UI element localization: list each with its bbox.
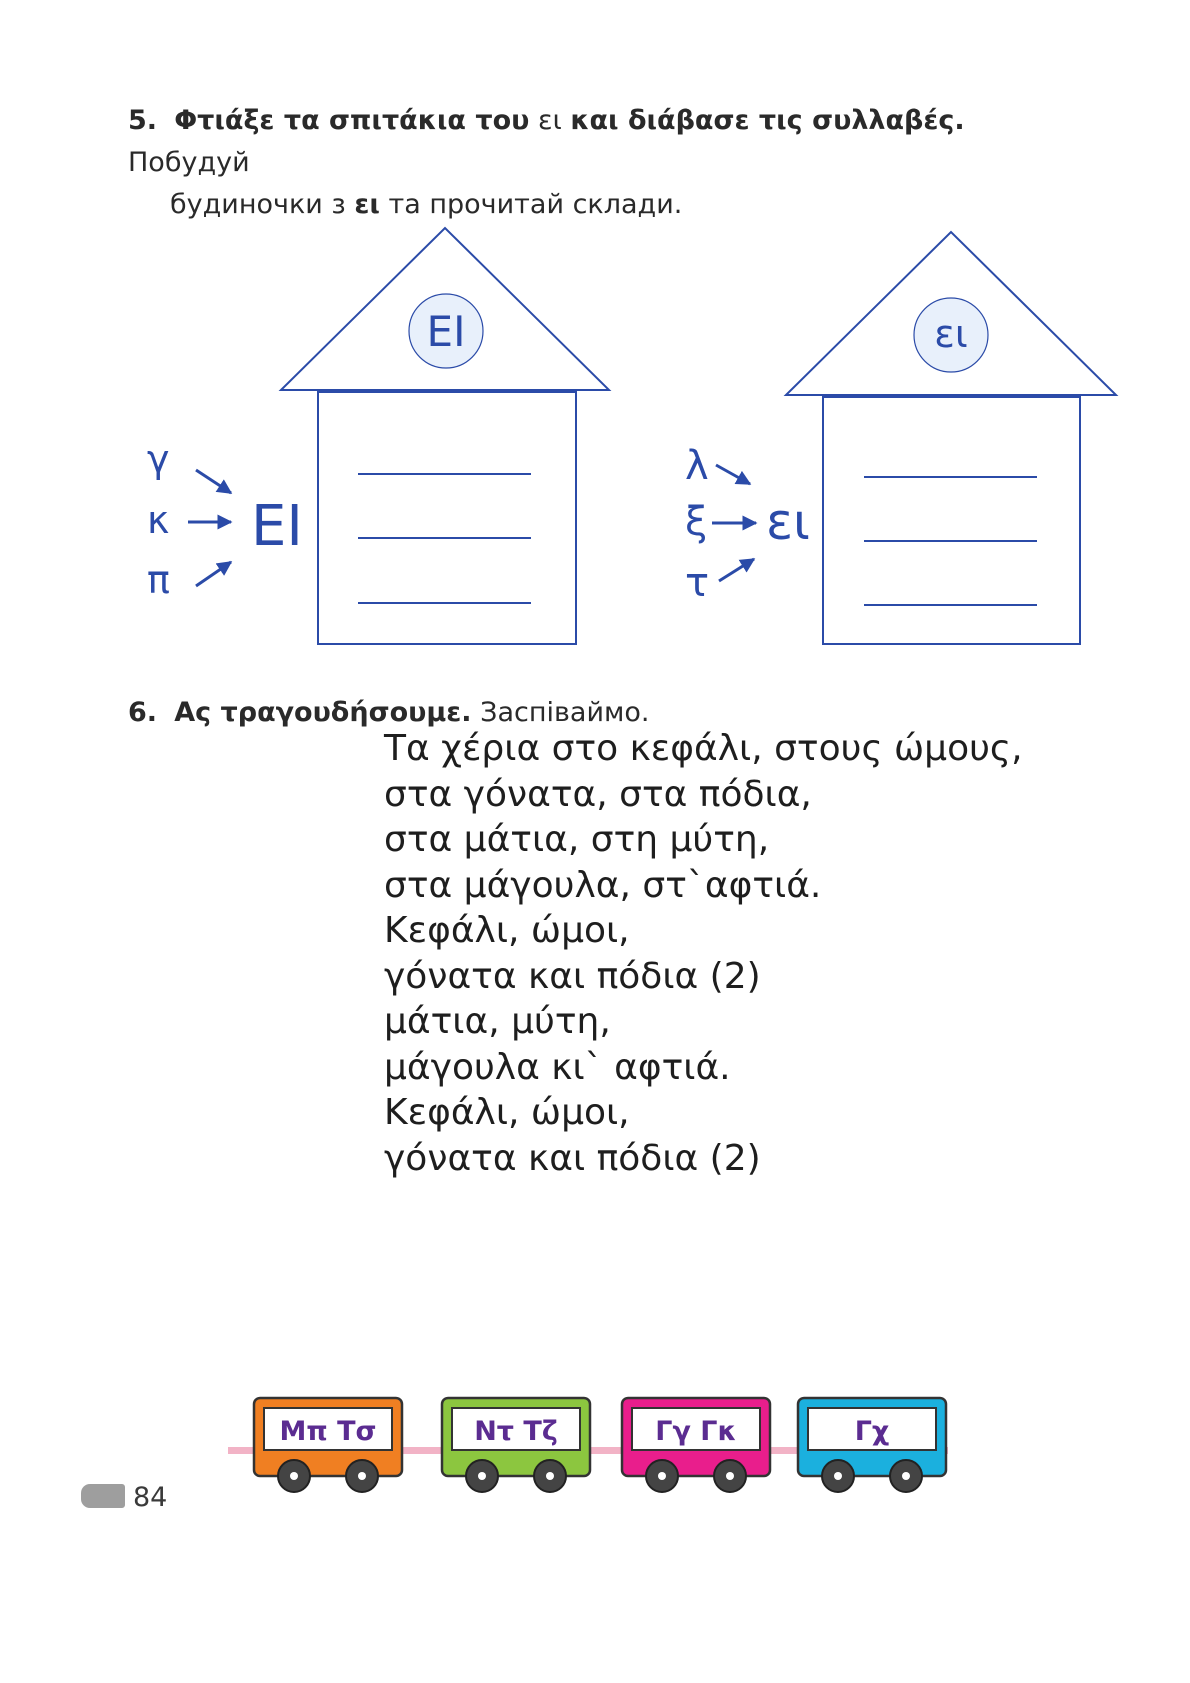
train-car [442, 1398, 590, 1492]
center-label: ΕΙ [251, 494, 303, 559]
letter-tau: τ [685, 560, 710, 606]
letter-gamma: γ [147, 437, 170, 481]
wheel-hub [546, 1472, 554, 1480]
task-number: 5. [128, 105, 158, 136]
greek-instruction-2: και διάβασε τις συλλαβές. [570, 105, 965, 136]
wheel-hub [478, 1472, 486, 1480]
train-car-label: Γχ [854, 1416, 890, 1447]
house-uppercase [147, 228, 609, 644]
wheel-hub [902, 1472, 910, 1480]
house-body [823, 397, 1080, 644]
song-line: Κεφάλι, ώμοι, [384, 910, 630, 951]
song-line: στα γόνατα, στα πόδια, [384, 773, 812, 815]
wheel-hub [658, 1472, 666, 1480]
inline-ei: ει [537, 105, 562, 136]
ukrainian-title: Заспіваймо. [480, 697, 650, 728]
song-line: Κεφάλι, ώμοι, [384, 1092, 630, 1133]
arrow-top [196, 470, 231, 493]
song-line: μάγουλα κι` αφτιά. [384, 1046, 731, 1088]
train-car [622, 1398, 770, 1492]
page-number: 84 [133, 1482, 168, 1513]
ukrainian-instruction-3: та прочитай склади. [388, 189, 683, 220]
houses-exercise [0, 0, 1190, 680]
task-number: 6. [128, 697, 158, 728]
song-line: Τα χέρια στο κεφάλι, στους ώμους, [384, 728, 1023, 769]
arrow-bottom [196, 562, 231, 586]
bold-ei: ει [354, 189, 380, 220]
train-car-label: Γγ Γκ [655, 1416, 737, 1447]
train-car [798, 1398, 946, 1492]
roof-label: ΕΙ [426, 307, 466, 356]
wheel-hub [834, 1472, 842, 1480]
song-line: στα μάτια, στη μύτη, [384, 819, 770, 860]
train-car [254, 1398, 402, 1492]
song-lyrics [384, 726, 1023, 1181]
letter-kappa: κ [147, 498, 170, 542]
roof-label: ει [934, 312, 968, 356]
wheel-hub [726, 1472, 734, 1480]
house-body [318, 392, 576, 644]
wheel-hub [290, 1472, 298, 1480]
ukrainian-instruction-2: будиночки з [170, 189, 346, 220]
song-line: μάτια, μύτη, [384, 1001, 611, 1042]
letter-xi: ξ [685, 499, 708, 545]
arrow-bottom [719, 559, 754, 581]
house-lowercase [685, 232, 1116, 644]
song-line: γόνατα και πόδια (2) [384, 1137, 761, 1179]
train-illustration [0, 1380, 1190, 1520]
letter-lambda: λ [685, 443, 709, 489]
song-line: γόνατα και πόδια (2) [384, 955, 761, 997]
ukrainian-instruction-1: Побудуй [128, 147, 250, 178]
song-line: στα μάγουλα, στ`αφτιά. [384, 864, 822, 906]
train-car-label: Μπ Τσ [279, 1416, 377, 1447]
letter-pi: π [147, 558, 170, 602]
greek-instruction-1: Φτιάξε τα σπιτάκια του [174, 105, 530, 136]
center-label: ει [766, 493, 810, 551]
train-car-label: Ντ Τζ [474, 1416, 558, 1447]
wheel-hub [358, 1472, 366, 1480]
arrow-top [716, 465, 750, 484]
greek-title: Ας τραγουδήσουμε. [174, 697, 472, 728]
